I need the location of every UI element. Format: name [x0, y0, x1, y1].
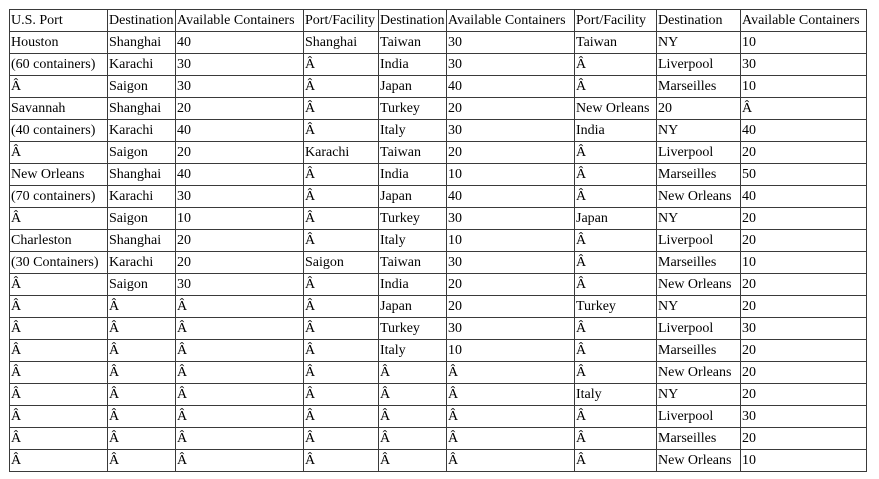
- table-cell-port-facility: Â: [575, 274, 657, 296]
- column-header-destination: Destination: [379, 10, 447, 32]
- table-row: [10, 142, 867, 164]
- table-cell-port-facility: Saigon: [304, 252, 379, 274]
- table-cell-port-facility: Â: [304, 98, 379, 120]
- column-header-destination: Destination: [108, 10, 176, 32]
- table-row: [10, 76, 867, 98]
- table-cell-available-containers: Â: [741, 98, 867, 120]
- table-cell-destination: India: [379, 274, 447, 296]
- table-cell-available-containers: Â: [447, 406, 575, 428]
- table-cell-destination: Â: [379, 428, 447, 450]
- column-header-port-facility: Port/Facility: [575, 10, 657, 32]
- column-header-available-containers: Available Containers: [741, 10, 867, 32]
- table-cell-available-containers: 10: [741, 252, 867, 274]
- table-cell-available-containers: 20: [741, 230, 867, 252]
- column-header-available-containers: Available Containers: [447, 10, 575, 32]
- table-cell-available-containers: 10: [447, 230, 575, 252]
- table-cell-destination: Marseilles: [657, 252, 741, 274]
- table-cell-us-port: Â: [10, 208, 108, 230]
- table-cell-port-facility: Â: [304, 362, 379, 384]
- table-row: [10, 120, 867, 142]
- table-cell-port-facility: Shanghai: [304, 32, 379, 54]
- table-cell-destination: New Orleans: [657, 450, 741, 472]
- table-cell-available-containers: 30: [741, 406, 867, 428]
- table-cell-port-facility: Â: [304, 54, 379, 76]
- table-cell-available-containers: Â: [176, 362, 304, 384]
- table-cell-available-containers: 20: [447, 142, 575, 164]
- table-row: [10, 450, 867, 472]
- table-cell-port-facility: Â: [575, 318, 657, 340]
- table-cell-destination: Â: [108, 450, 176, 472]
- table-cell-destination: India: [379, 54, 447, 76]
- table-row: [10, 98, 867, 120]
- table-row: [10, 384, 867, 406]
- table-cell-available-containers: 10: [447, 340, 575, 362]
- table-cell-port-facility: Â: [575, 76, 657, 98]
- table-cell-us-port: Â: [10, 406, 108, 428]
- table-cell-available-containers: 20: [176, 98, 304, 120]
- table-cell-destination: Liverpool: [657, 54, 741, 76]
- table-row: [10, 274, 867, 296]
- table-cell-port-facility: Â: [304, 230, 379, 252]
- table-cell-port-facility: Japan: [575, 208, 657, 230]
- table-cell-us-port: New Orleans: [10, 164, 108, 186]
- table-cell-available-containers: 40: [741, 186, 867, 208]
- table-cell-us-port: Houston: [10, 32, 108, 54]
- table-cell-destination: Â: [108, 384, 176, 406]
- table-cell-destination: Italy: [379, 340, 447, 362]
- table-cell-destination: Â: [379, 450, 447, 472]
- table-row: [10, 340, 867, 362]
- table-cell-available-containers: Â: [447, 450, 575, 472]
- table-cell-destination: Â: [108, 318, 176, 340]
- table-cell-available-containers: 20: [447, 296, 575, 318]
- table-cell-destination: Karachi: [108, 120, 176, 142]
- table-cell-destination: NY: [657, 296, 741, 318]
- table-cell-available-containers: 40: [447, 76, 575, 98]
- table-cell-destination: Shanghai: [108, 230, 176, 252]
- table-cell-available-containers: 20: [447, 274, 575, 296]
- column-header-us-port: U.S. Port: [10, 10, 108, 32]
- table-row: [10, 406, 867, 428]
- table-cell-destination: Taiwan: [379, 142, 447, 164]
- table-cell-port-facility: Â: [304, 406, 379, 428]
- table-cell-available-containers: 40: [447, 186, 575, 208]
- table-cell-available-containers: Â: [447, 428, 575, 450]
- table-cell-us-port: Savannah: [10, 98, 108, 120]
- table-cell-available-containers: 30: [447, 32, 575, 54]
- table-cell-port-facility: Taiwan: [575, 32, 657, 54]
- table-cell-us-port: (30 Containers): [10, 252, 108, 274]
- table-cell-available-containers: 30: [176, 76, 304, 98]
- table-cell-port-facility: Italy: [575, 384, 657, 406]
- table-cell-us-port: (40 containers): [10, 120, 108, 142]
- table-cell-destination: Japan: [379, 186, 447, 208]
- table-cell-us-port: Â: [10, 142, 108, 164]
- table-cell-available-containers: 40: [176, 32, 304, 54]
- table-cell-available-containers: 30: [447, 120, 575, 142]
- table-cell-destination: Â: [379, 362, 447, 384]
- table-cell-destination: New Orleans: [657, 186, 741, 208]
- table-cell-us-port: Â: [10, 428, 108, 450]
- table-cell-destination: Turkey: [379, 98, 447, 120]
- table-cell-destination: NY: [657, 120, 741, 142]
- table-cell-available-containers: 20: [741, 362, 867, 384]
- shipping-containers-table: [9, 9, 867, 472]
- table-cell-port-facility: Â: [304, 384, 379, 406]
- table-cell-destination: NY: [657, 208, 741, 230]
- table-cell-port-facility: Â: [304, 120, 379, 142]
- table-cell-us-port: Â: [10, 274, 108, 296]
- table-cell-destination: Karachi: [108, 252, 176, 274]
- table-row: [10, 186, 867, 208]
- table-cell-available-containers: 30: [447, 252, 575, 274]
- table-cell-available-containers: 20: [741, 340, 867, 362]
- table-cell-us-port: Â: [10, 384, 108, 406]
- table-cell-destination: Taiwan: [379, 32, 447, 54]
- table-cell-available-containers: 20: [176, 230, 304, 252]
- table-cell-port-facility: Â: [304, 186, 379, 208]
- table-cell-port-facility: Â: [575, 186, 657, 208]
- table-cell-destination: Taiwan: [379, 252, 447, 274]
- table-cell-us-port: Â: [10, 450, 108, 472]
- table-cell-available-containers: 20: [447, 98, 575, 120]
- table-cell-available-containers: Â: [176, 318, 304, 340]
- table-cell-port-facility: New Orleans: [575, 98, 657, 120]
- table-row: [10, 296, 867, 318]
- table-cell-destination: India: [379, 164, 447, 186]
- table-cell-available-containers: 20: [741, 428, 867, 450]
- table-cell-destination: Â: [108, 428, 176, 450]
- table-cell-destination: Â: [379, 406, 447, 428]
- table-cell-port-facility: Â: [304, 274, 379, 296]
- table-cell-destination: Italy: [379, 230, 447, 252]
- table-cell-port-facility: Â: [304, 318, 379, 340]
- table-row: [10, 164, 867, 186]
- table-cell-destination: Turkey: [379, 208, 447, 230]
- table-cell-destination: Saigon: [108, 76, 176, 98]
- table-cell-available-containers: 40: [176, 120, 304, 142]
- table-cell-us-port: (70 containers): [10, 186, 108, 208]
- table-cell-available-containers: 30: [447, 318, 575, 340]
- table-cell-port-facility: Â: [304, 296, 379, 318]
- table-cell-us-port: Â: [10, 296, 108, 318]
- table-cell-destination: Karachi: [108, 186, 176, 208]
- table-cell-us-port: Â: [10, 362, 108, 384]
- table-cell-port-facility: Â: [575, 450, 657, 472]
- table-cell-port-facility: Â: [575, 164, 657, 186]
- table-cell-available-containers: 30: [176, 186, 304, 208]
- table-cell-available-containers: 20: [741, 142, 867, 164]
- table-cell-available-containers: 30: [741, 54, 867, 76]
- table-cell-destination: Â: [108, 296, 176, 318]
- table-cell-available-containers: 30: [447, 208, 575, 230]
- table-cell-port-facility: Â: [304, 450, 379, 472]
- table-cell-destination: Karachi: [108, 54, 176, 76]
- table-cell-available-containers: 40: [176, 164, 304, 186]
- table-row: [10, 252, 867, 274]
- table-cell-destination: Shanghai: [108, 32, 176, 54]
- table-cell-port-facility: Â: [304, 208, 379, 230]
- table-cell-available-containers: 20: [176, 142, 304, 164]
- table-cell-destination: 20: [657, 98, 741, 120]
- table-cell-available-containers: Â: [447, 384, 575, 406]
- table-cell-port-facility: Turkey: [575, 296, 657, 318]
- table-cell-available-containers: 10: [741, 32, 867, 54]
- table-cell-destination: Italy: [379, 120, 447, 142]
- table-cell-destination: Saigon: [108, 208, 176, 230]
- table-cell-destination: Marseilles: [657, 164, 741, 186]
- table-cell-available-containers: 20: [741, 274, 867, 296]
- table-cell-destination: Liverpool: [657, 318, 741, 340]
- table-cell-destination: Shanghai: [108, 98, 176, 120]
- table-row: [10, 54, 867, 76]
- table-cell-destination: Marseilles: [657, 76, 741, 98]
- table-cell-port-facility: Â: [575, 428, 657, 450]
- table-row: [10, 428, 867, 450]
- table-cell-destination: NY: [657, 384, 741, 406]
- table-cell-available-containers: Â: [176, 340, 304, 362]
- table-cell-available-containers: 10: [447, 164, 575, 186]
- table-cell-available-containers: 20: [741, 384, 867, 406]
- table-cell-available-containers: Â: [176, 450, 304, 472]
- table-cell-port-facility: Â: [304, 164, 379, 186]
- table-cell-available-containers: 20: [176, 252, 304, 274]
- table-cell-us-port: Â: [10, 340, 108, 362]
- table-cell-destination: NY: [657, 32, 741, 54]
- table-cell-available-containers: Â: [176, 296, 304, 318]
- table-cell-available-containers: Â: [447, 362, 575, 384]
- table-row: [10, 362, 867, 384]
- table-cell-destination: Japan: [379, 296, 447, 318]
- table-cell-destination: New Orleans: [657, 362, 741, 384]
- table-cell-destination: Shanghai: [108, 164, 176, 186]
- table-cell-destination: Japan: [379, 76, 447, 98]
- table-row: [10, 230, 867, 252]
- table-cell-available-containers: 30: [176, 274, 304, 296]
- table-cell-destination: Â: [108, 340, 176, 362]
- table-cell-us-port: Â: [10, 318, 108, 340]
- table-cell-available-containers: Â: [176, 384, 304, 406]
- table-cell-available-containers: 40: [741, 120, 867, 142]
- table-cell-available-containers: 10: [741, 450, 867, 472]
- table-cell-port-facility: Â: [575, 362, 657, 384]
- table-cell-destination: Â: [108, 406, 176, 428]
- table-cell-available-containers: Â: [176, 406, 304, 428]
- table-cell-destination: Liverpool: [657, 142, 741, 164]
- table-cell-destination: Saigon: [108, 274, 176, 296]
- table-cell-port-facility: Â: [575, 230, 657, 252]
- table-cell-us-port: Â: [10, 76, 108, 98]
- table-cell-port-facility: Â: [304, 340, 379, 362]
- table-cell-destination: Liverpool: [657, 230, 741, 252]
- table-cell-port-facility: Â: [304, 428, 379, 450]
- table-cell-port-facility: Â: [575, 406, 657, 428]
- table-cell-port-facility: Â: [575, 142, 657, 164]
- table-cell-port-facility: Â: [304, 76, 379, 98]
- table-cell-port-facility: Â: [575, 252, 657, 274]
- table-cell-destination: Liverpool: [657, 406, 741, 428]
- column-header-destination: Destination: [657, 10, 741, 32]
- table-cell-port-facility: Â: [575, 54, 657, 76]
- table-row: [10, 32, 867, 54]
- table-cell-port-facility: Karachi: [304, 142, 379, 164]
- table-header-row: [10, 10, 867, 32]
- table-cell-destination: Â: [108, 362, 176, 384]
- table-cell-port-facility: India: [575, 120, 657, 142]
- table-cell-available-containers: 50: [741, 164, 867, 186]
- table-cell-destination: Marseilles: [657, 428, 741, 450]
- table-cell-available-containers: 10: [741, 76, 867, 98]
- table-cell-destination: Marseilles: [657, 340, 741, 362]
- table-cell-available-containers: 20: [741, 296, 867, 318]
- column-header-port-facility: Port/Facility: [304, 10, 379, 32]
- table-row: [10, 318, 867, 340]
- table-row: [10, 208, 867, 230]
- table-cell-us-port: Charleston: [10, 230, 108, 252]
- table-cell-destination: Saigon: [108, 142, 176, 164]
- table-cell-available-containers: 10: [176, 208, 304, 230]
- table-cell-available-containers: 30: [741, 318, 867, 340]
- table-cell-us-port: (60 containers): [10, 54, 108, 76]
- column-header-available-containers: Available Containers: [176, 10, 304, 32]
- table-cell-destination: Â: [379, 384, 447, 406]
- table-cell-destination: Turkey: [379, 318, 447, 340]
- table-cell-destination: New Orleans: [657, 274, 741, 296]
- table-cell-available-containers: 30: [176, 54, 304, 76]
- table-cell-available-containers: 20: [741, 208, 867, 230]
- table-cell-available-containers: Â: [176, 428, 304, 450]
- table-cell-port-facility: Â: [575, 340, 657, 362]
- table-cell-available-containers: 30: [447, 54, 575, 76]
